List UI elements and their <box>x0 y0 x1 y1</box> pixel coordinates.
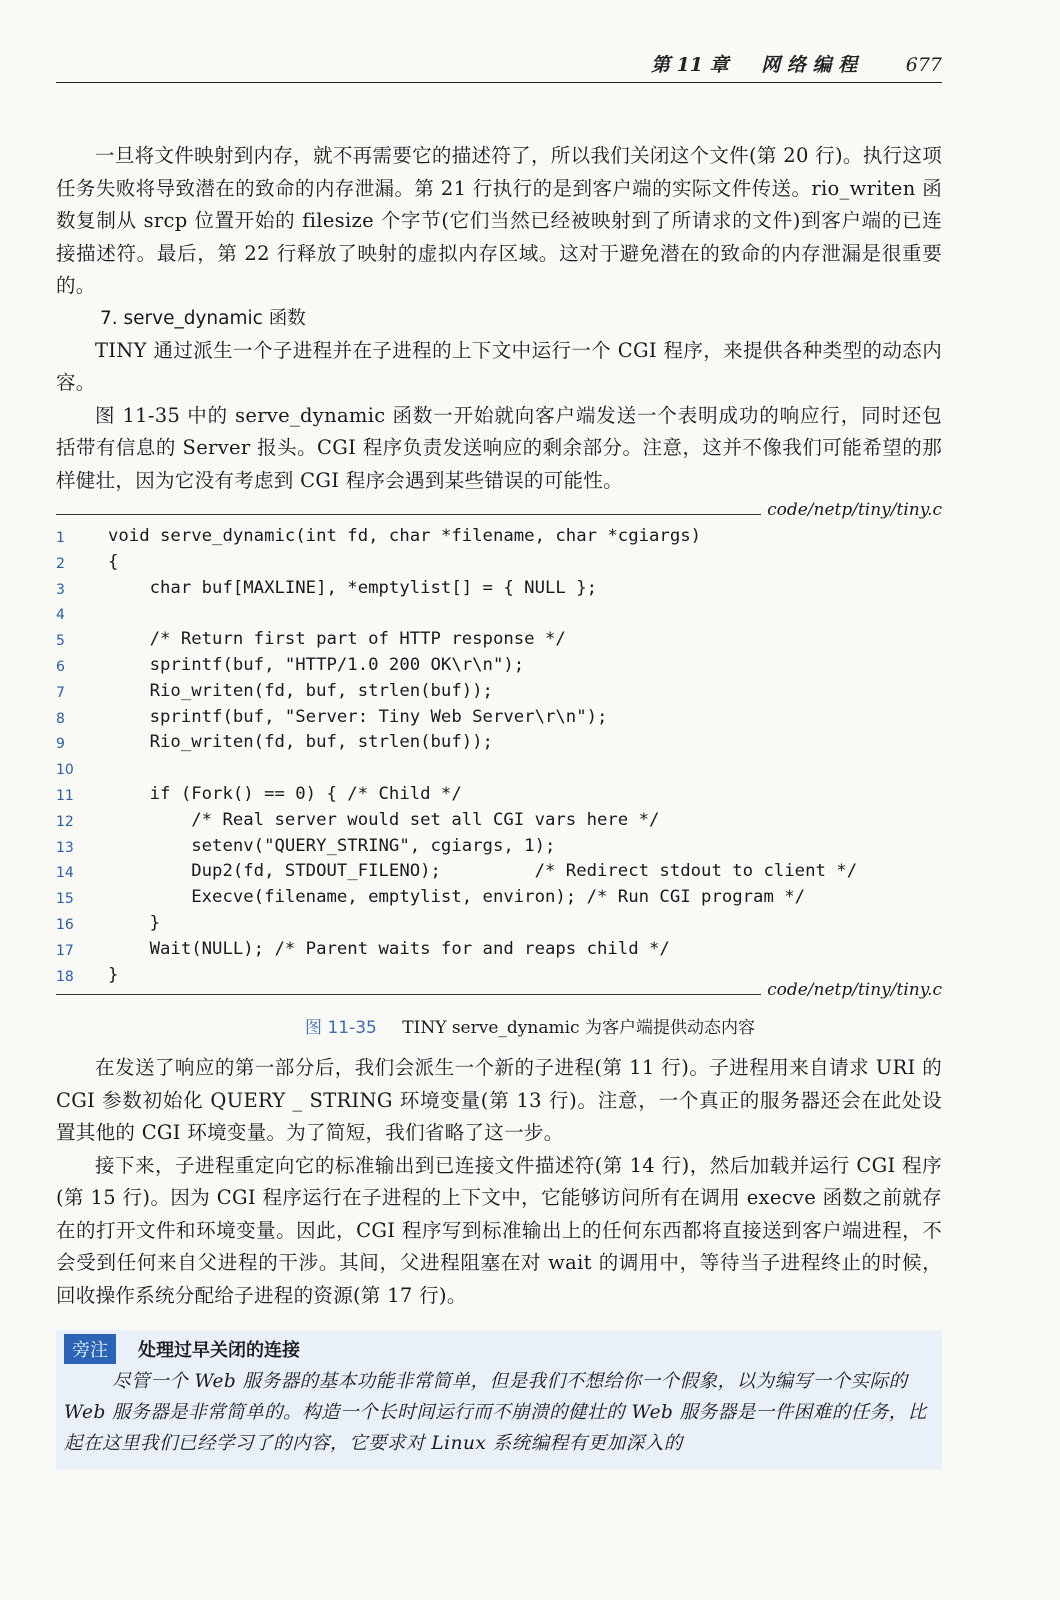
line-number: 14 <box>56 865 74 882</box>
line-number: 3 <box>56 581 65 598</box>
line-number: 6 <box>56 658 65 675</box>
code-rule-top <box>56 500 942 524</box>
code-line <box>56 679 942 705</box>
code-line <box>56 653 942 679</box>
code-line <box>56 550 942 576</box>
chapter-number: 第 11 章 <box>650 54 729 76</box>
code-line <box>56 808 942 834</box>
code-line <box>56 834 942 860</box>
sidebar-text: 尽管一个 Web 服务器的基本功能非常简单，但是我们不想给你一个假象，以为编写一个实际的 Web 服务器是非常简单的。构造一个长时间运行而不崩溃的健壮的 Web 服务器是一件困难的任务，比起在这里我们已经学习了的内容，它要求对 Linux 系统编程有更加深入的 <box>64 1371 927 1454</box>
line-number: 2 <box>56 555 65 572</box>
code-text: void serve_dynamic(int fd, char *filename, char *cgiargs) <box>108 526 702 546</box>
divider <box>56 994 770 995</box>
code-text: Execve(filename, emptylist, environ); /* Run CGI program */ <box>108 887 806 908</box>
code-filename-bottom: code/netp/tiny/tiny.c <box>761 980 942 1000</box>
line-number: 8 <box>56 710 65 727</box>
code-text: Rio_writen(fd, buf, strlen(buf)); <box>108 680 493 701</box>
divider <box>56 514 770 515</box>
code-filename-top: code/netp/tiny/tiny.c <box>761 500 942 520</box>
code-line <box>56 576 942 602</box>
line-number: 7 <box>56 684 65 701</box>
code-line <box>56 911 942 937</box>
explanation-block <box>56 1052 942 1312</box>
code-line <box>56 859 942 885</box>
paragraph-4: 在发送了响应的第一部分后，我们会派生一个新的子进程(第 11 行)。子进程用来自请求 URI 的 CGI 参数初始化 QUERY _ STRING 环境变量(第 13 行)。注意，一个真正的服务器还会在此处设置其他的 CGI 环境变量。为了简短，我们省略了这一步。 <box>56 1056 942 1144</box>
line-number: 18 <box>56 968 74 985</box>
paragraph-5: 接下来，子进程重定向它的标准输出到已连接文件描述符(第 14 行)，然后加载并运行 CGI 程序(第 15 行)。因为 CGI 程序运行在子进程的上下文中，它能够访问所有在调用 execve 函数之前就存在的打开文件和环境变量。因此，CGI 程序写到标准输出上的任何东西都将直接送到客户端进程，不会受到任何来自父进程的干涉。其间，父进程阻塞在对 wait 的调用中，等待当子进程终止的时候，回收操作系统分配给子进程的资源(第 17 行)。 <box>56 1153 942 1307</box>
chapter-title: 网 络 编 程 <box>761 54 858 76</box>
line-number: 15 <box>56 891 74 908</box>
code-text: Rio_writen(fd, buf, strlen(buf)); <box>108 732 493 753</box>
code-listing <box>56 524 942 988</box>
code-text: { <box>108 551 119 572</box>
code-text: /* Return first part of HTTP response */ <box>108 629 566 650</box>
section-heading: 7. serve_dynamic 函数 <box>100 307 306 329</box>
sidebar-title: 处理过早关闭的连接 <box>138 1340 300 1361</box>
paragraph-2: TINY 通过派生一个子进程并在子进程的上下文中运行一个 CGI 程序，来提供各种类型的动态内容。 <box>56 338 942 394</box>
line-number: 12 <box>56 813 74 830</box>
sidebar-note <box>56 1330 942 1470</box>
intro-block <box>56 140 942 497</box>
code-text: setenv("QUERY_STRING", cgiargs, 1); <box>108 835 556 856</box>
line-number: 10 <box>56 762 74 779</box>
line-number: 9 <box>56 736 65 753</box>
line-number: 16 <box>56 916 74 933</box>
code-line <box>56 524 942 550</box>
code-text: Wait(NULL); /* Parent waits for and reaps child */ <box>108 938 670 959</box>
code-text: Dup2(fd, STDOUT_FILENO); /* Redirect stdout to client */ <box>108 861 858 882</box>
line-number: 13 <box>56 839 74 856</box>
code-line <box>56 730 942 756</box>
line-number: 11 <box>56 787 74 804</box>
page-header <box>56 50 942 83</box>
figure-caption <box>0 1013 1060 1038</box>
code-rule-bottom <box>56 980 942 1004</box>
code-text: } <box>108 964 119 985</box>
code-text: sprintf(buf, "Server: Tiny Web Server\r\n"); <box>108 706 608 727</box>
code-line <box>56 782 942 808</box>
sidebar-label: 旁注 <box>64 1334 116 1364</box>
code-line <box>56 885 942 911</box>
figure-title: TINY serve_dynamic 为客户端提供动态内容 <box>402 1018 755 1038</box>
code-line <box>56 705 942 731</box>
line-number: 17 <box>56 942 74 959</box>
code-line <box>56 756 942 782</box>
paragraph-1: 一旦将文件映射到内存，就不再需要它的描述符了，所以我们关闭这个文件(第 20 行)。执行这项任务失败将导致潜在的致命的内存泄漏。第 21 行执行的是到客户端的实际文件传送。rio_writen 函数复制从 srcp 位置开始的 filesize 个字节(它们当然已经被映射到了所请求的文件)到客户端的已连接描述符。最后，第 22 行释放了映射的虚拟内存区域。这对于避免潜在的致命的内存泄漏是很重要的。 <box>56 144 942 297</box>
paragraph-3: 图 11-35 中的 serve_dynamic 函数一开始就向客户端发送一个表明成功的响应行，同时还包括带有信息的 Server 报头。CGI 程序负责发送响应的剩余部分。注意，这并不像我们可能希望的那样健壮，因为它没有考虑到 CGI 程序会遇到某些错误的可能性。 <box>56 403 942 492</box>
figure-number: 图 11-35 <box>305 1018 377 1038</box>
code-line <box>56 627 942 653</box>
code-text: sprintf(buf, "HTTP/1.0 200 OK\r\n"); <box>108 654 525 675</box>
line-number: 4 <box>56 607 65 624</box>
code-text: } <box>108 912 161 933</box>
page-number: 677 <box>905 54 942 76</box>
code-text: if (Fork() == 0) { /* Child */ <box>108 783 462 804</box>
code-text: /* Real server would set all CGI vars here */ <box>108 809 660 830</box>
code-line <box>56 937 942 963</box>
code-text: char buf[MAXLINE], *emptylist[] = { NULL }; <box>108 577 597 598</box>
line-number: 5 <box>56 633 65 650</box>
line-number: 1 <box>56 530 65 546</box>
code-line <box>56 601 942 627</box>
